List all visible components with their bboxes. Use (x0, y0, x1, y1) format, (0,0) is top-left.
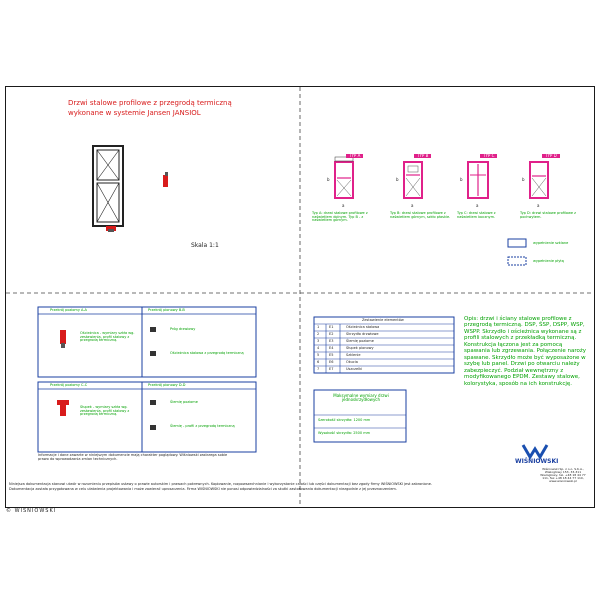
type-d-dim-h: b (522, 177, 525, 182)
brand-name: WIŚNIOWSKI (515, 458, 559, 465)
type-c-dim-w: a (476, 203, 479, 208)
type-d-dim-w: a (537, 203, 540, 208)
section-b-item-2: Ślemię - profil z przegrodą termiczną (170, 424, 235, 428)
mini-table-row-1: Szerokość skrzydła: 1200 mm (318, 418, 371, 422)
section-a-block (38, 307, 256, 377)
section-a-title: Przekrój poziomy A-A (50, 308, 87, 312)
section-b-note: Słupek - wymiary szkła wg. zestawienia, profil stalowy z przegrodą termiczną. (80, 405, 130, 416)
type-d-note: Typ D: drzwi stalowe profilowe z pochwytem. (520, 211, 577, 219)
section-a-note: Ościeżnica - wymiary szkła wg. zestawienia, profil stalowy z przegrodą termiczną. (80, 331, 135, 342)
mini-table-title: Maksymalne wymiary drzwi jednoskrzydłowych (333, 393, 389, 402)
spec-row-no: 5 (317, 353, 320, 357)
brand-logo-mark (523, 445, 547, 457)
spec-row-desc: Skrzydło drzwiowe (346, 332, 379, 336)
spec-row-code: E2 (329, 332, 334, 336)
type-a-dim-h: b (327, 177, 330, 182)
title-line-1: Drzwi stalowe profilowe z przegrodą termiczną (68, 99, 232, 107)
spec-row-desc: Uszczelki (346, 367, 363, 371)
section-b-right-title: Przekrój pionowy D-D (148, 383, 186, 387)
type-a-drawing (335, 157, 353, 198)
type-b-note: Typ B: drzwi stalowe profilowe z naświetlem górnym, szkło płaskie. (390, 211, 451, 219)
section-a-item-2: Ościeżnica stalowa z przegrodą termiczną (170, 351, 244, 355)
type-d-label: TYP D (542, 154, 560, 158)
type-a-label: TYP A (346, 154, 363, 158)
brand-address: Wiśniowski Sp. z o.o. S.K.A., Wielogłowy 153, 33-311 Wielogłowy, tel. +48 18 44 77 111, fax +48 18 44 77 110, www.wisniowski.pl (540, 467, 586, 483)
section-a-item-1: Próg drzwiowy (170, 327, 196, 331)
type-c-label: TYP C (480, 154, 497, 158)
footer-note: Informacje i dane zawarte w niniejszym dokumencie mają charakter poglądowy. Wiśniowski zastrzega sobie prawo do wprowadzania zmian technicznych. (38, 453, 228, 461)
legend-panel-label: wypełnienie płytą (533, 259, 564, 263)
spec-table-title: Zestawienie elementów (362, 318, 404, 322)
spec-row-code: E6 (329, 360, 334, 364)
title-line-2: wykonane w systemie Jansen JANSIOL (68, 109, 201, 117)
spec-row-no: 2 (317, 332, 320, 336)
spec-row-no: 4 (317, 346, 320, 350)
type-a-note: Typ A: drzwi stalowe profilowe z naświetlem dolnym. Typ B - z naświetlem górnym. (312, 211, 368, 222)
type-c-dim-h: b (460, 177, 463, 182)
section-b-block (38, 382, 256, 452)
spec-row-code: E1 (329, 325, 334, 329)
spec-row-no: 3 (317, 339, 320, 343)
legend-panel-swatch (508, 257, 526, 265)
type-d-drawing (530, 162, 548, 198)
section-b-title: Przekrój poziomy C-C (50, 383, 88, 387)
spec-table-grid (314, 317, 454, 373)
spec-row-no: 6 (317, 360, 320, 364)
footer-legal: Niniejsza dokumentacja stanowi utwór w rozumieniu przepisów ustawy o prawie autorskim i prawach pokrewnych. Kopiowanie, rozpowszechnianie i wykorzystanie całości lub części dokumentacji bez zgody firmy WIŚNIOWSKI jest zabronione. Dokumentacja została przygotowana w celu ułatwienia projektowania i może zawierać uproszczenia. Firma WIŚNIOWSKI nie ponosi odpowiedzialności za skutki zastosowania dokumentacji niezgodnie z jej przeznaczeniem. (9, 482, 433, 491)
spec-row-desc: Okucia (346, 360, 358, 364)
section-b-item-1: Ślemię poziome (170, 400, 198, 404)
spec-row-no: 7 (317, 367, 320, 371)
scale-label: Skala 1:1 (191, 242, 219, 249)
spec-row-desc: Ościeżnica stalowa (346, 325, 380, 329)
footer-brand: © WIŚNIOWSKI (6, 508, 57, 514)
profile-detail-horizontal (106, 226, 116, 232)
type-c-note: Typ C: drzwi stalowe z naświetlem bocznym. (457, 211, 496, 219)
spec-row-desc: Szklenie (346, 353, 361, 357)
spec-row-code: E4 (329, 346, 334, 350)
type-a-dim-w: a (342, 203, 345, 208)
spec-row-desc: Słupek pionowy (346, 346, 374, 350)
legend-glass-swatch (508, 239, 526, 247)
type-b-dim-w: a (411, 203, 414, 208)
type-b-dim-h: b (396, 177, 399, 182)
spec-row-no: 1 (317, 325, 320, 329)
mini-table-row-2: Wysokość skrzydła: 2500 mm (318, 431, 371, 435)
spec-row-desc: Ślemię poziome (346, 339, 374, 343)
spec-row-code: E3 (329, 339, 334, 343)
door-elevation (93, 146, 123, 226)
spec-row-code: E7 (329, 367, 334, 371)
description-text: Opis: drzwi i ściany stalowe profilowe z przegrodą termiczną. DSP, ŚSP, DSPP, WSP, WSPP. Skrzydło i ościeżnica wykonane są z profili stalowych z przekładką termiczną. Konstrukcja łączona jest za pomocą spawania lub zgrzewania. Połączenie naroży spawane. Skrzydło może być wyposażone w szybę lub panel. Drzwi po otwarciu należy zabezpieczyć. Podział wewnętrzny z modyfikowanego EPDM. Zestawy stalowe, kolorystyka, sposób na ich konstrukcję. (464, 316, 587, 387)
type-b-drawing (404, 162, 422, 198)
section-a-right-title: Przekrój pionowy B-B (148, 308, 185, 312)
type-b-label: TYP B (414, 154, 431, 158)
spec-row-code: E5 (329, 353, 334, 357)
profile-detail-vertical (163, 172, 168, 187)
type-c-drawing (468, 162, 488, 198)
legend-glass-label: wypełnienie szklane (533, 241, 569, 245)
